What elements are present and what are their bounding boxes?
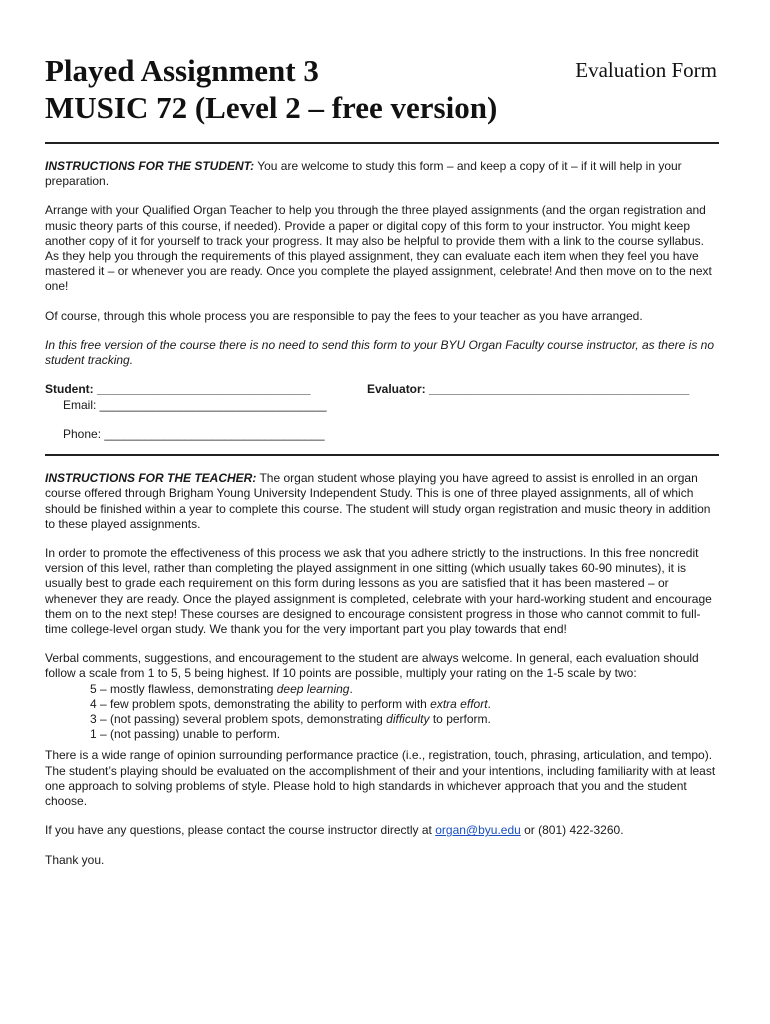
rating-scale-item: 1 – (not passing) unable to perform. — [90, 727, 281, 742]
title-line-1: Played Assignment 3 — [45, 53, 319, 88]
rating-scale-list — [90, 682, 719, 743]
closing-text: Thank you. — [45, 852, 105, 867]
student-instructions — [45, 159, 719, 189]
student-instructions-heading: INSTRUCTIONS FOR THE STUDENT: — [45, 159, 255, 173]
teacher-instructions-text: The organ student whose playing you have agreed to assist is enrolled in an organ course offered through Brigham Young University Independent Study. This is one of three played assignments, all of which should be finished within a year to complete this course. The student will study organ registration and music theory in addition to these played assignments. — [45, 471, 711, 531]
section-divider — [45, 454, 719, 456]
teacher-instructions — [45, 471, 719, 532]
evaluator-name-field[interactable]: Evaluator: _______________________________________ — [367, 382, 690, 397]
email-field[interactable]: Email: __________________________________ — [63, 398, 327, 413]
rating-scale-item: 3 – (not passing) several problem spots, demonstrating difficulty to perform. — [90, 712, 491, 727]
rating-scale-item: 5 – mostly flawless, demonstrating deep learning. — [90, 681, 353, 696]
student-name-field[interactable]: Student: ________________________________ — [45, 382, 311, 397]
teacher-paragraph-scale: Verbal comments, suggestions, and encouragement to the student are always welcome. In general, each evaluation should follow a scale from 1 to 5, 5 being highest. If 10 points are possible, multiply your rating on the 1-5 scale by two: — [45, 651, 699, 681]
evaluation-form-page — [45, 52, 719, 868]
teacher-instructions-heading: INSTRUCTIONS FOR THE TEACHER: — [45, 471, 257, 486]
student-paragraph-free-version: In this free version of the course there is no need to send this form to your BYU Organ Faculty course instructor, as there is no student tracking. — [45, 337, 714, 368]
header-divider — [45, 142, 719, 144]
teacher-paragraph-process: In order to promote the effectiveness of this process we ask that you adhere strictly to the instructions. In this free noncredit version of this level, rather than completing the played assignment in one sitting (which usually takes 60-90 minutes), it is usually best to grade each requirement on this form during lessons as you are satisfied that it has been mastered – or whenever they are ready. Once the played assignment is completed, celebrate with your hard-working student and encourage them on to the next step! These courses are designed to encourage consistent progress in those who cannot commit to full-time college-level organ study. We thank you for the very important part you play towards that end! — [45, 546, 712, 637]
contact-paragraph: If you have any questions, please contact the course instructor directly at organ@byu.edu or (801) 422-3260. — [45, 823, 624, 838]
document-header — [45, 52, 719, 124]
title-line-2: MUSIC 72 (Level 2 – free version) — [45, 90, 498, 125]
teacher-paragraph-performance-practice: There is a wide range of opinion surrounding performance practice (i.e., registration, touch, phrasing, articulation, and tempo). The student’s playing should be evaluated on the accomplishment of their and your intentions, including familiarity with at least one approach to solving problems of style. Please hold to high standards in whichever approach that you and the student choose. — [45, 748, 716, 809]
student-paragraph-fees: Of course, through this whole process you are responsible to pay the fees to your teacher as you have arranged. — [45, 308, 643, 323]
contact-email-link[interactable]: organ@byu.edu — [435, 823, 521, 838]
student-instructions-text: You are welcome to study this form – and keep a copy of it – if it will help in your preparation. — [45, 159, 682, 189]
form-type-label: Evaluation Form — [575, 58, 717, 82]
student-info-fields — [45, 382, 719, 440]
student-paragraph-arrange: Arrange with your Qualified Organ Teacher to help you through the three played assignments (and the organ registration and music theory parts of this course, if needed). Provide a paper or digital copy of this form to your instructor. You might keep another copy of it for yourself to track your progress. It may also be helpful to provide them with a link to the course syllabus. As they help you through the requirements of this played assignment, they can evaluate each item when they feel you have mastered it – or whenever you are ready. Once you complete the played assignment, celebrate! And then move on to the next one! — [45, 203, 712, 294]
phone-field[interactable]: Phone: _________________________________ — [63, 427, 325, 442]
rating-scale-item: 4 – few problem spots, demonstrating the ability to perform with extra effort. — [90, 696, 491, 711]
